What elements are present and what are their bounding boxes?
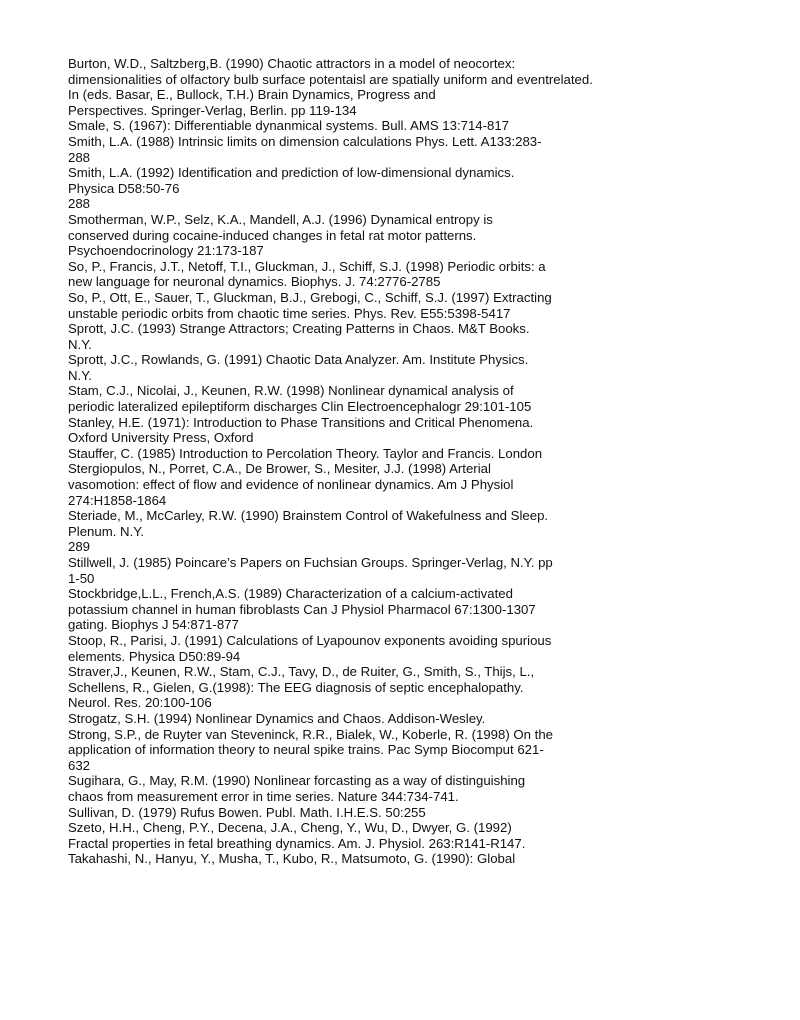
reference-line: Smith, L.A. (1992) Identification and prediction of low-dimensional dynamics.: [68, 165, 515, 181]
reference-line: Perspectives. Springer-Verlag, Berlin. pp 119-134: [68, 102, 357, 118]
reference-line: N.Y.: [68, 367, 92, 383]
reference-line: So, P., Francis, J.T., Netoff, T.I., Gluckman, J., Schiff, S.J. (1998) Periodic orbits: a: [68, 258, 546, 274]
reference-line: 274:H1858-1864: [68, 492, 167, 508]
reference-line: Psychoendocrinology 21:173-187: [68, 243, 264, 259]
reference-line: Stoop, R., Parisi, J. (1991) Calculations of Lyapounov exponents avoiding spurious: [68, 632, 552, 648]
reference-line: dimensionalities of olfactory bulb surface potentaisl are spatially uniform and eventrelated.: [68, 71, 593, 87]
reference-line: Burton, W.D., Saltzberg,B. (1990) Chaotic attractors in a model of neocortex:: [68, 56, 516, 71]
reference-list: [68, 56, 788, 867]
reference-line: Stam, C.J., Nicolai, J., Keunen, R.W. (1998) Nonlinear dynamical analysis of: [68, 383, 514, 399]
reference-line: Neurol. Res. 20:100-106: [68, 695, 212, 711]
reference-line: Szeto, H.H., Cheng, P.Y., Decena, J.A., Cheng, Y., Wu, D., Dwyer, G. (1992): [68, 820, 512, 836]
reference-line: gating. Biophys J 54:871-877: [68, 617, 239, 633]
reference-line: Sugihara, G., May, R.M. (1990) Nonlinear forcasting as a way of distinguishing: [68, 773, 526, 789]
reference-line: 288: [68, 149, 91, 165]
reference-line: Straver,J., Keunen, R.W., Stam, C.J., Tavy, D., de Ruiter, G., Smith, S., Thijs, L.,: [68, 664, 535, 680]
reference-line: Sprott, J.C. (1993) Strange Attractors; Creating Patterns in Chaos. M&T Books.: [68, 321, 530, 337]
reference-line: Stanley, H.E. (1971): Introduction to Phase Transitions and Critical Phenomena.: [68, 414, 534, 430]
reference-line: Sullivan, D. (1979) Rufus Bowen. Publ. Math. I.H.E.S. 50:255: [68, 804, 426, 820]
reference-line: Steriade, M., McCarley, R.W. (1990) Brainstem Control of Wakefulness and Sleep.: [68, 508, 549, 524]
reference-line: Oxford University Press, Oxford: [68, 430, 254, 446]
reference-line: Stauffer, C. (1985) Introduction to Percolation Theory. Taylor and Francis. London: [68, 445, 543, 461]
reference-line: Stergiopulos, N., Porret, C.A., De Brower, S., Mesiter, J.J. (1998) Arterial: [68, 461, 491, 477]
reference-line: application of information theory to neural spike trains. Pac Symp Biocomput 621-: [68, 742, 544, 758]
reference-line: potassium channel in human fibroblasts Can J Physiol Pharmacol 67:1300-1307: [68, 601, 536, 617]
reference-line: Plenum. N.Y.: [68, 523, 144, 539]
reference-line: Smith, L.A. (1988) Intrinsic limits on dimension calculations Phys. Lett. A133:283-: [68, 133, 542, 149]
reference-line: conserved during cocaine-induced changes in fetal rat motor patterns.: [68, 227, 477, 243]
reference-line: new language for neuronal dynamics. Biophys. J. 74:2776-2785: [68, 274, 441, 290]
reference-line: Schellens, R., Gielen, G.(1998): The EEG diagnosis of septic encephalopathy.: [68, 679, 524, 695]
reference-line: Stillwell, J. (1985) Poincare’s Papers on Fuchsian Groups. Springer-Verlag, N.Y. pp: [68, 555, 553, 570]
reference-line: Smotherman, W.P., Selz, K.A., Mandell, A.J. (1996) Dynamical entropy is: [68, 211, 493, 227]
reference-line: N.Y.: [68, 336, 92, 352]
reference-line: In (eds. Basar, E., Bullock, T.H.) Brain Dynamics, Progress and: [68, 87, 436, 103]
reference-line: elements. Physica D50:89-94: [68, 648, 241, 664]
reference-line: Physica D58:50-76: [68, 180, 180, 196]
reference-line: Stockbridge,L.L., French,A.S. (1989) Characterization of a calcium-activated: [68, 586, 513, 602]
reference-line: 632: [68, 757, 91, 773]
reference-line: Strogatz, S.H. (1994) Nonlinear Dynamics and Chaos. Addison-Wesley.: [68, 710, 486, 726]
reference-line: Sprott, J.C., Rowlands, G. (1991) Chaotic Data Analyzer. Am. Institute Physics.: [68, 352, 529, 368]
reference-line: periodic lateralized epileptiform discharges Clin Electroencephalogr 29:101-105: [68, 399, 532, 415]
reference-line: So, P., Ott, E., Sauer, T., Gluckman, B.J., Grebogi, C., Schiff, S.J. (1997) Extracting: [68, 289, 552, 305]
reference-line: Takahashi, N., Hanyu, Y., Musha, T., Kubo, R., Matsumoto, G. (1990): Global: [68, 851, 516, 867]
reference-line: unstable periodic orbits from chaotic time series. Phys. Rev. E55:5398-5417: [68, 305, 511, 321]
reference-line: chaos from measurement error in time series. Nature 344:734-741.: [68, 788, 459, 804]
reference-line: 288: [68, 196, 91, 212]
reference-line: 289: [68, 539, 91, 555]
reference-line: Smale, S. (1967): Differentiable dynanmical systems. Bull. AMS 13:714-817: [68, 118, 510, 134]
reference-line: 1-50: [68, 570, 95, 586]
reference-line: vasomotion: effect of flow and evidence of nonlinear dynamics. Am J Physiol: [68, 477, 514, 493]
reference-line: Strong, S.P., de Ruyter van Steveninck, R.R., Bialek, W., Koberle, R. (1998) On the: [68, 726, 553, 742]
reference-line: Fractal properties in fetal breathing dynamics. Am. J. Physiol. 263:R141-R147.: [68, 835, 526, 851]
